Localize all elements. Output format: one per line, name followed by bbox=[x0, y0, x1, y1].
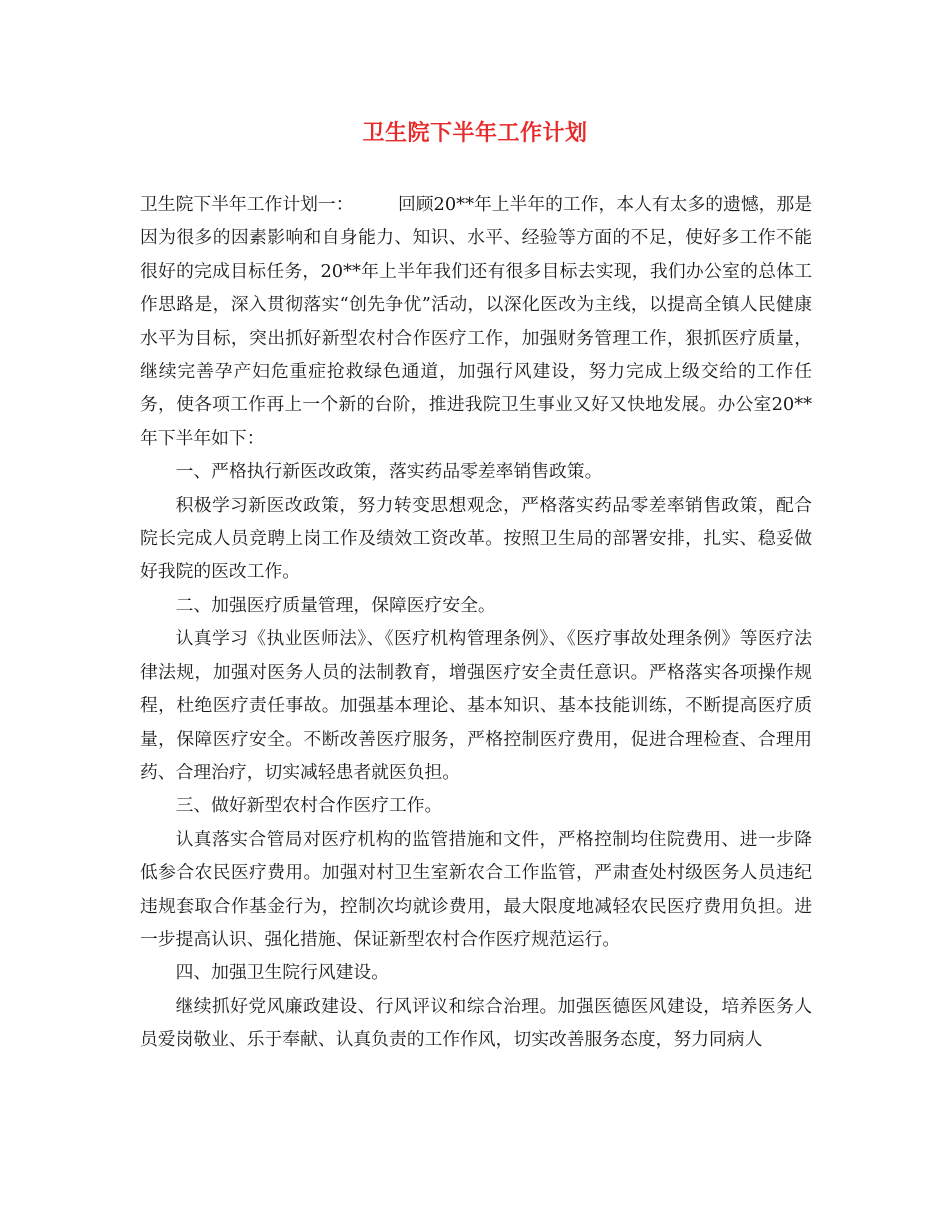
section-heading-2: 二、加强医疗质量管理，保障医疗安全。 bbox=[175, 594, 496, 616]
section-heading-3: 三、做好新型农村合作医疗工作。 bbox=[175, 795, 443, 817]
section-body-4: 继续抓好党风廉政建设、行风评议和综合治理。加强医德医风建设，培养医务人员爱岗敬业、乐于奉献、认真负责的工作作风，切实改善服务态度，努力同病人 bbox=[140, 995, 812, 1051]
intro-paragraph: 卫生院下半年工作计划一： 回顾20**年上半年的工作，本人有太多的遗憾，那是因为很多的因素影响和自身能力、知识、水平、经验等方面的不足，使好多工作不能很好的完成目标任务，20**年上半年我们还有很多目标去实现，我们办公室的总体工作思路是，深入贯彻落实“创先争优”活动，以深化医改为主线，以提高全镇人民健康水平为目标，突出抓好新型农村合作医疗工作，加强财务管理工作，狠抓医疗质量，继续完善孕产妇危重症抢救绿色通道，加强行风建设，努力完成上级交给的工作任务，使各项工作再上一个新的台阶，推进我院卫生事业又好又快地发展。办公室20**年下半年如下： bbox=[140, 194, 812, 449]
document-title: 卫生院下半年工作计划 bbox=[362, 121, 588, 146]
section-heading-4: 四、加强卫生院行风建设。 bbox=[175, 962, 389, 984]
section-body-1: 积极学习新医改政策，努力转变思想观念，严格落实药品零差率销售政策，配合院长完成人员竞聘上岗工作及绩效工资改革。按照卫生局的部署安排，扎实、稳妥做好我院的医改工作。 bbox=[140, 494, 812, 583]
document-body bbox=[140, 188, 812, 1057]
section-body-2: 认真学习《执业医师法》、《医疗机构管理条例》、《医疗事故处理条例》等医疗法律法规，加强对医务人员的法制教育，增强医疗安全责任意识。严格落实各项操作规程，杜绝医疗责任事故。加强基本理论、基本知识、基本技能训练，不断提高医疗质量，保障医疗安全。不断改善医疗服务，严格控制医疗费用，促进合理检查、合理用药、合理治疗，切实减轻患者就医负担。 bbox=[140, 628, 812, 783]
section-body-3: 认真落实合管局对医疗机构的监管措施和文件，严格控制均住院费用、进一步降低参合农民医疗费用。加强对村卫生室新农合工作监管，严肃查处村级医务人员违纪违规套取合作基金行为，控制次均就诊费用，最大限度地减轻农民医疗费用负担。进一步提高认识、强化措施、保证新型农村合作医疗规范运行。 bbox=[140, 828, 812, 950]
section-heading-1: 一、严格执行新医改政策，落实药品零差率销售政策。 bbox=[175, 461, 603, 483]
